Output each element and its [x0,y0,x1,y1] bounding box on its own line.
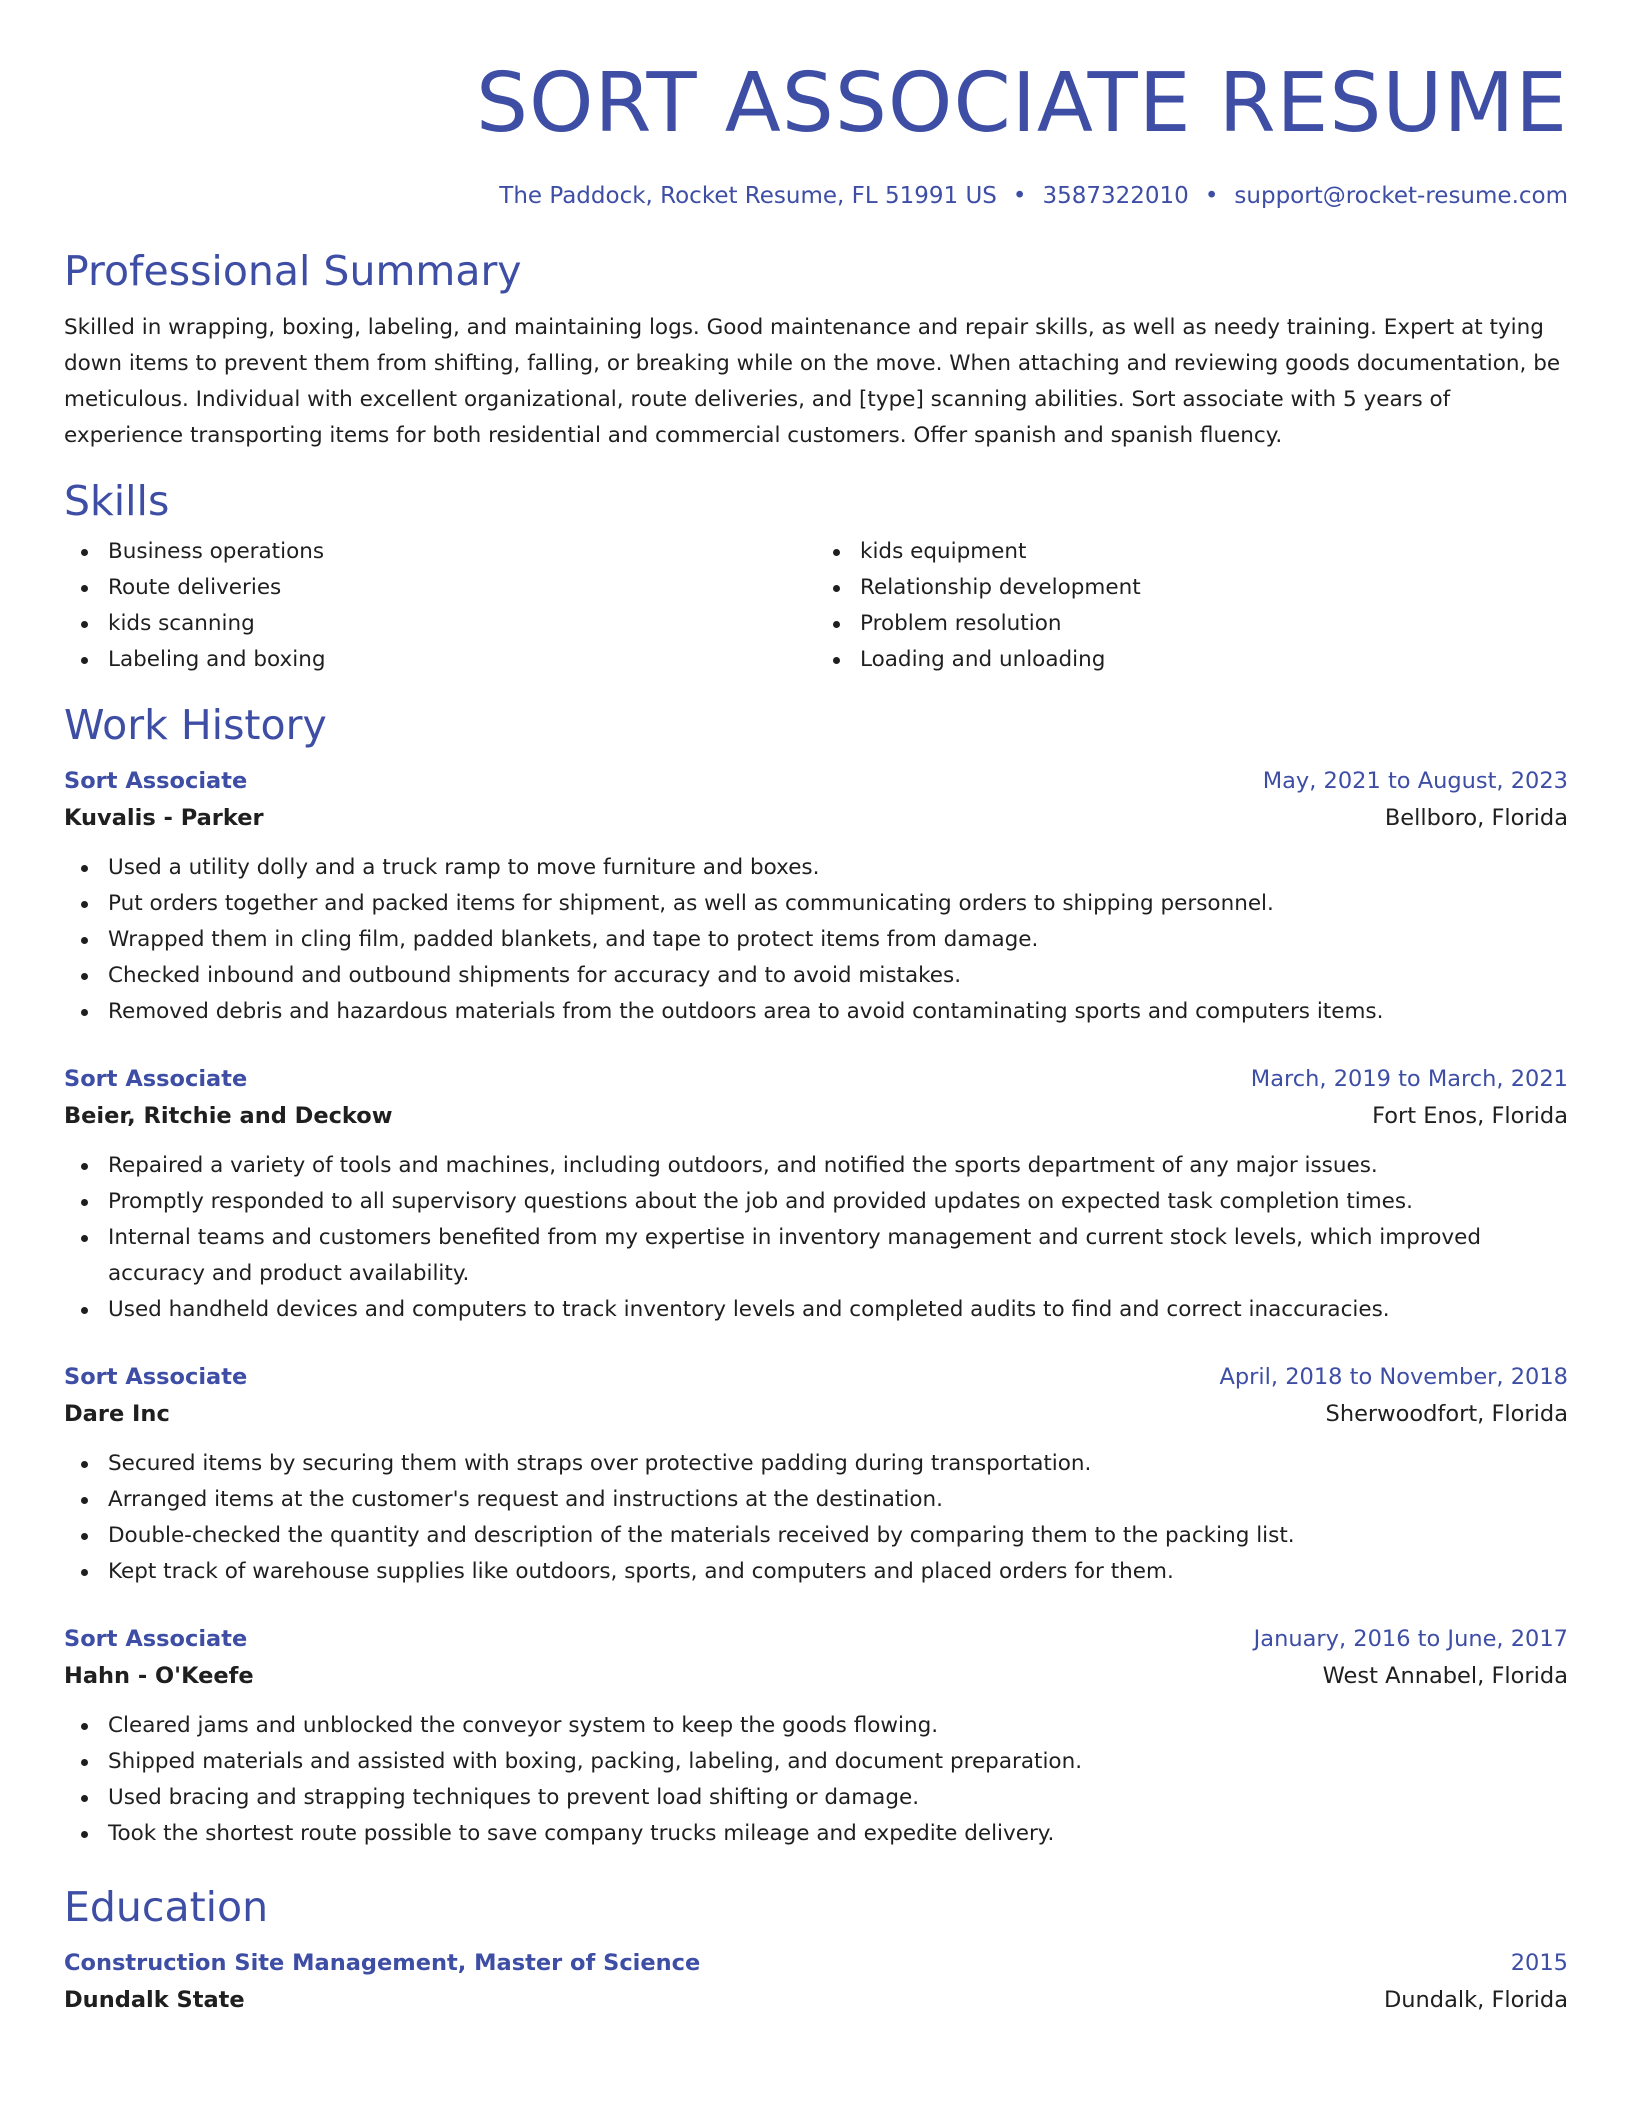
section-heading: Education [64,1883,269,1931]
education-degree-row [64,1946,1568,1980]
job-company: Hahn - O'Keefe [64,1663,254,1689]
contact-email: support@rocket-resume.com [1234,183,1568,209]
job-title: Sort Associate [64,1364,248,1390]
professional-summary-section [64,246,1568,454]
skill-item: Route deliveries [108,570,816,606]
contact-line [64,180,1568,212]
job-location: Fort Enos, Florida [1372,1103,1568,1129]
job-bullet: Cleared jams and unblocked the conveyor system to keep the goods flowing. [108,1708,1568,1744]
job-company: Dare Inc [64,1401,170,1427]
contact-separator: • [1204,183,1219,209]
skill-item: kids scanning [108,606,816,642]
education-year: 2015 [1510,1950,1568,1976]
contact-phone: 3587322010 [1042,183,1189,209]
job-bullet: Used handheld devices and computers to track inventory levels and completed audits to find and correct inaccuracies. [108,1292,1568,1328]
education-degree: Construction Site Management, Master of Science [64,1950,701,1976]
job-header-row [64,1062,1568,1096]
job-bullet: Removed debris and hazardous materials from the outdoors area to avoid contaminating sports and computers items. [108,994,1568,1030]
job-bullet: Secured items by securing them with straps over protective padding during transportation. [108,1446,1568,1482]
job-entry [64,764,1568,1030]
job-bullets [64,1708,1568,1852]
job-location: Sherwoodfort, Florida [1325,1401,1568,1427]
job-bullet: Double-checked the quantity and description of the materials received by comparing them to the packing list. [108,1518,1568,1554]
job-bullet: Used a utility dolly and a truck ramp to move furniture and boxes. [108,850,1568,886]
job-bullet: Arranged items at the customer's request and instructions at the destination. [108,1482,1568,1518]
education-entry [64,1946,1568,2020]
job-bullets [64,1446,1568,1590]
skill-item: Relationship development [860,570,1568,606]
resume-title: SORT ASSOCIATE RESUME [475,56,1568,151]
job-title: Sort Associate [64,768,248,794]
job-entry [64,1622,1568,1852]
skill-item: Loading and unloading [860,642,1568,678]
job-bullets [64,1148,1568,1328]
job-dates: May, 2021 to August, 2023 [1262,768,1568,794]
section-heading: Work History [64,701,327,749]
job-company-row [64,1394,1568,1434]
job-company-row [64,1096,1568,1136]
job-entry [64,1360,1568,1590]
contact-address: The Paddock, Rocket Resume, FL 51991 US [499,183,997,209]
job-bullet: Kept track of warehouse supplies like outdoors, sports, and computers and placed orders for them. [108,1554,1568,1590]
skills-column-left [64,534,816,678]
job-entry [64,1062,1568,1328]
job-bullets [64,850,1568,1030]
skill-item: Business operations [108,534,816,570]
skill-item: Labeling and boxing [108,642,816,678]
job-dates: April, 2018 to November, 2018 [1219,1364,1568,1390]
job-bullet: Put orders together and packed items for shipment, as well as communicating orders to shipping personnel. [108,886,1568,922]
education-section [64,1882,1568,2020]
job-bullet: Promptly responded to all supervisory questions about the job and provided updates on expected task completion times. [108,1184,1568,1220]
work-history-section [64,700,1568,1852]
job-title: Sort Associate [64,1626,248,1652]
job-bullet: Checked inbound and outbound shipments for accuracy and to avoid mistakes. [108,958,1568,994]
skills-section [64,476,1568,678]
job-location: Bellboro, Florida [1384,805,1568,831]
job-company: Kuvalis - Parker [64,805,264,831]
job-header-row [64,764,1568,798]
resume-page [64,0,1568,2112]
job-company-row [64,798,1568,838]
skill-item: Problem resolution [860,606,1568,642]
job-location: West Annabel, Florida [1322,1663,1568,1689]
education-school: Dundalk State [64,1987,245,2013]
skills-column-right [816,534,1568,678]
job-bullet: Shipped materials and assisted with boxing, packing, labeling, and document preparation. [108,1744,1568,1780]
job-bullet: Used bracing and strapping techniques to prevent load shifting or damage. [108,1780,1568,1816]
skills-columns [64,534,1568,678]
job-title: Sort Associate [64,1066,248,1092]
education-school-row [64,1980,1568,2020]
summary-text: Skilled in wrapping, boxing, labeling, and maintaining logs. Good maintenance and repair skills, as well as needy training. Expert at tying down items to prevent them from shifting, falling, or breaking while on the move. When attaching and reviewing goods documentation, be meticulous. Individual with excellent organizational, route deliveries, and [type] scanning abilities. Sort associate with 5 years of experience transporting items for both residential and commercial customers. Offer spanish and spanish fluency. [64,315,1561,448]
job-company-row [64,1656,1568,1696]
job-bullet: Internal teams and customers benefited from my expertise in inventory management and current stock levels, which improved accuracy and product availability. [108,1220,1568,1292]
section-heading: Professional Summary [64,247,522,295]
contact-separator: • [1012,183,1027,209]
skill-item: kids equipment [860,534,1568,570]
education-location: Dundalk, Florida [1383,1987,1568,2013]
job-bullet: Repaired a variety of tools and machines, including outdoors, and notified the sports department of any major issues. [108,1148,1568,1184]
job-header-row [64,1622,1568,1656]
job-dates: January, 2016 to June, 2017 [1253,1626,1568,1652]
job-dates: March, 2019 to March, 2021 [1250,1066,1568,1092]
section-heading: Skills [64,477,170,525]
job-header-row [64,1360,1568,1394]
job-bullet: Took the shortest route possible to save company trucks mileage and expedite delivery. [108,1816,1568,1852]
job-company: Beier, Ritchie and Deckow [64,1103,393,1129]
job-bullet: Wrapped them in cling film, padded blankets, and tape to protect items from damage. [108,922,1568,958]
